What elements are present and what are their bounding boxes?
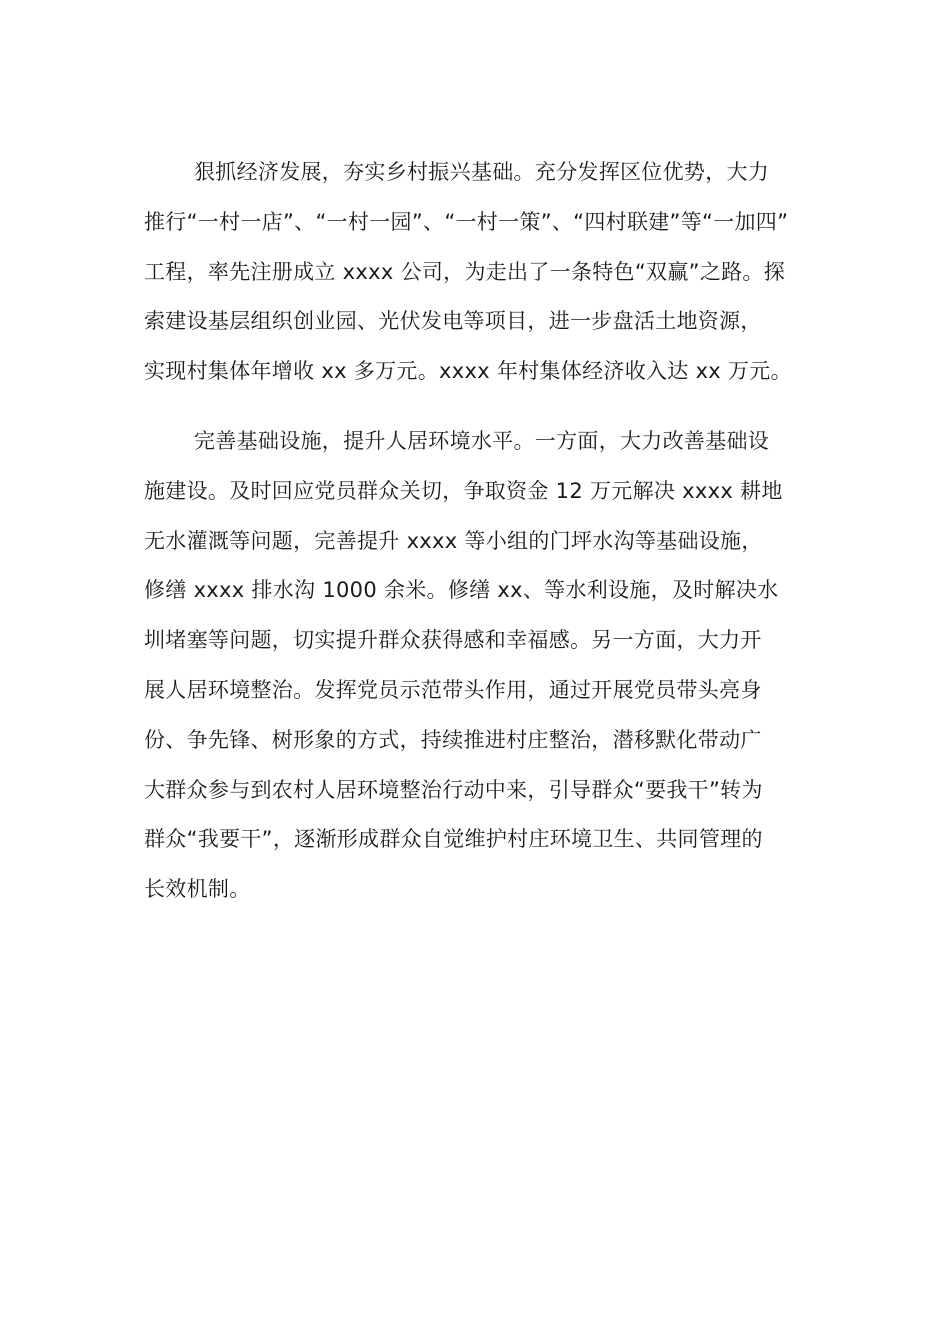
document-body	[144, 148, 808, 915]
paragraph-line: 展人居环境整治。发挥党员示范带头作用，通过开展党员带头亮身	[144, 677, 762, 702]
paragraph-line: 完善基础设施，提升人居环境水平。一方面，大力改善基础设	[194, 428, 770, 453]
paragraph-economic-development	[144, 148, 808, 397]
paragraph-line: 狠抓经济发展，夯实乡村振兴基础。充分发挥区位优势，大力	[194, 160, 770, 184]
paragraph-infrastructure	[144, 417, 808, 915]
paragraph-line: 索建设基层组织创业园、光伏发电等项目，进一步盘活土地资源，	[144, 309, 762, 334]
paragraph-line: 推行“一村一店”、“一村一园”、“一村一策”、“四村联建”等“一加四”	[144, 209, 789, 234]
paragraph-line: 群众“我要干”，逐渐形成群众自觉维护村庄环境卫生、共同管理的	[144, 827, 763, 852]
paragraph-line: 施建设。及时回应党员群众关切，争取资金 12 万元解决 xxxx 耕地	[144, 478, 783, 503]
paragraph-line: 份、争先锋、树形象的方式，持续推进村庄整治，潜移默化带动广	[144, 727, 762, 752]
paragraph-line: 修缮 xxxx 排水沟 1000 余米。修缮 xx、等水利设施，及时解决水	[144, 578, 779, 603]
paragraph-line: 圳堵塞等问题，切实提升群众获得感和幸福感。另一方面，大力开	[144, 628, 762, 653]
paragraph-line: 长效机制。	[144, 877, 251, 902]
paragraph-line: 大群众参与到农村人居环境整治行动中来，引导群众“要我干”转为	[144, 777, 763, 802]
paragraph-line: 实现村集体年增收 xx 多万元。xxxx 年村集体经济收入达 xx 万元。	[144, 359, 792, 384]
paragraph-line: 工程，率先注册成立 xxxx 公司，为走出了一条特色“双赢”之路。探	[144, 259, 786, 284]
paragraph-line: 无水灌溉等问题，完善提升 xxxx 等小组的门坪水沟等基础设施，	[144, 528, 763, 553]
